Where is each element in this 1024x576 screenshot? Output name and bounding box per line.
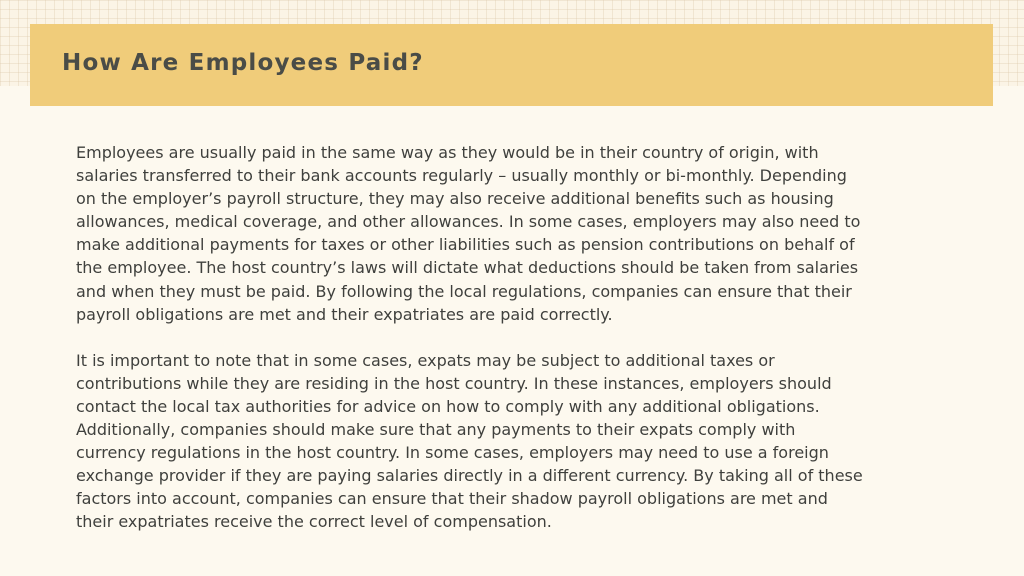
slide-title: How Are Employees Paid? xyxy=(62,50,424,76)
body-paragraph-1: Employees are usually paid in the same way as they would be in their country of origin, with salaries transferred to their bank accounts regularly – usually monthly or bi-monthly. Depending on the employer’s payroll structure, they may also receive additional benefits such as housing allowances, medical coverage, and other allowances. In some cases, employers may also need to make additional payments for taxes or other liabilities such as pension contributions on behalf of the employee. The host country’s laws will dictate what deductions should be taken from salaries and when they must be paid. By following the local regulations, companies can ensure that their payroll obligations are met and their expatriates are paid correctly. xyxy=(76,143,861,324)
slide-body xyxy=(76,141,956,534)
body-paragraph-2: It is important to note that in some cases, expats may be subject to additional taxes or contributions while they are residing in the host country. In these instances, employers should contact the local tax authorities for advice on how to comply with any additional obligations. Additionally, companies should make sure that any payments to their expats comply with currency regulations in the host country. In some cases, employers may need to use a foreign exchange provider if they are paying salaries directly in a different currency. By taking all of these factors into account, companies can ensure that their shadow payroll obligations are met and their expatriates receive the correct level of compensation. xyxy=(76,350,863,532)
title-banner xyxy=(30,24,993,106)
